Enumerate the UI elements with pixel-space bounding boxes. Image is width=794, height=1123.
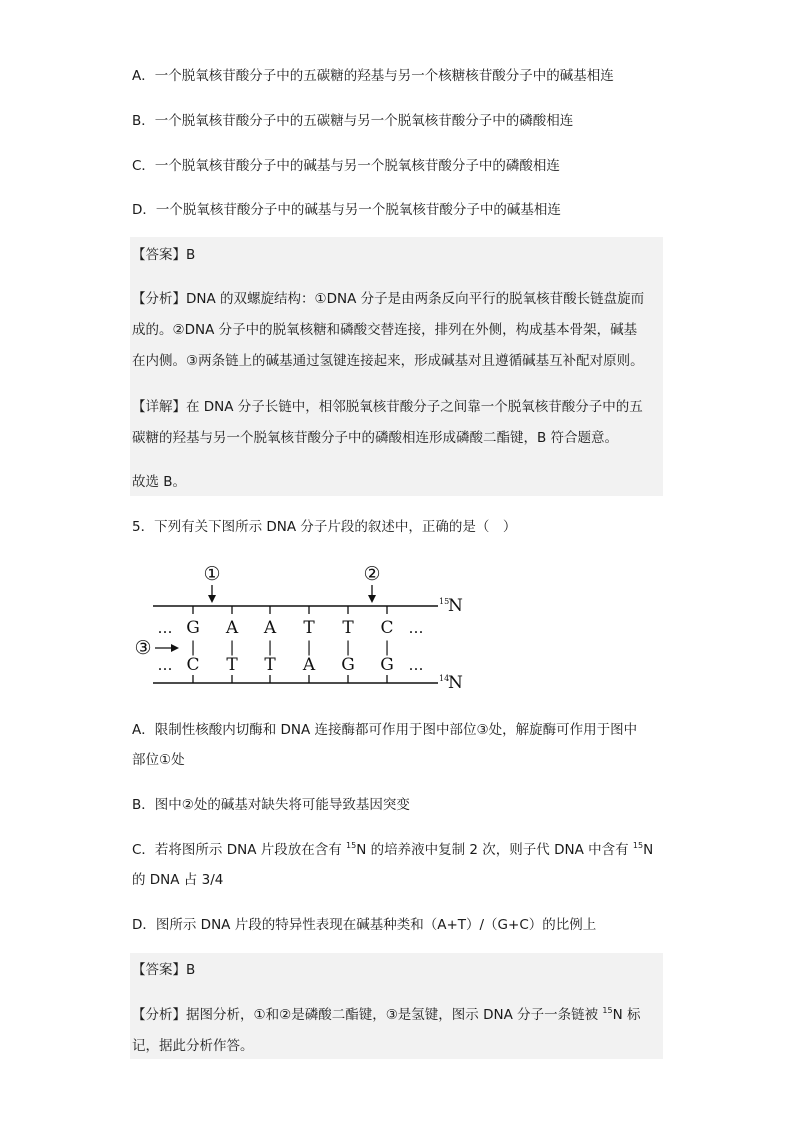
q4-option-a: A．一个脱氧核苷酸分子中的五碳糖的羟基与另一个核糖核苷酸分子中的碱基相连 [132, 68, 614, 84]
top-base-4: T [303, 618, 315, 638]
bottom-base-2: T [226, 655, 238, 675]
bond-5: | [345, 638, 351, 656]
bottom-isotope-element: N [448, 673, 463, 693]
top-base-2: A [225, 618, 239, 638]
label-2: ② [363, 563, 381, 585]
q4-conclusion: 故选 B。 [132, 474, 187, 490]
arrow-3-head [171, 644, 179, 652]
q5-answer-block [130, 953, 663, 1059]
backbone-ticks [193, 606, 390, 683]
q5-option-c-line-1 [132, 840, 653, 860]
q5-option-d: D．图所示 DNA 片段的特异性表现在碱基种类和（A+T）/（G+C）的比例上 [132, 917, 597, 933]
q4-analysis-line-3: 在内侧。③两条链上的碱基通过氢键连接起来，形成碱基对且遵循碱基互补配对原则。 [132, 353, 644, 369]
bond-6: | [384, 638, 390, 656]
bottom-isotope-mass: 14 [439, 674, 450, 683]
bottom-base-3: T [264, 655, 276, 675]
bottom-base-6: G [380, 655, 394, 675]
bottom-base-5: G [341, 655, 355, 675]
q5-option-c-text-2: N 的培养液中复制 2 次，则子代 DNA 中含有 [356, 842, 633, 858]
q4-detail-line-2: 碳糖的羟基与另一个脱氧核苷酸分子中的磷酸相连形成磷酸二酯键，B 符合题意。 [132, 430, 619, 446]
q4-answer-block [130, 237, 663, 496]
top-base-1: G [186, 618, 200, 638]
q5-answer: 【答案】B [132, 962, 196, 978]
bond-2: | [229, 638, 235, 656]
q4-detail-line-1: 【详解】在 DNA 分子长链中，相邻脱氧核苷酸分子之间靠一个脱氧核苷酸分子中的五 [132, 399, 643, 415]
q5-analysis-text-2: N 标 [612, 1007, 641, 1023]
q5-option-c-line-2: 的 DNA 占 3/4 [132, 872, 224, 888]
q4-analysis-line-2: 成的。②DNA 分子中的脱氧核糖和磷酸交替连接，排列在外侧，构成基本骨架，碱基 [132, 322, 638, 338]
q5-option-c-text-3: N [643, 842, 654, 858]
arrow-1-head [208, 595, 216, 603]
top-isotope-mass: 15 [439, 597, 450, 606]
q4-answer: 【答案】B [132, 247, 196, 263]
top-isotope-element: N [448, 596, 463, 616]
q5-option-a-line-2: 部位①处 [132, 752, 185, 768]
q4-option-c: C．一个脱氧核苷酸分子中的碱基与另一个脱氧核苷酸分子中的磷酸相连 [132, 158, 560, 174]
bottom-ellipsis-left: … [157, 656, 173, 674]
q5-stem: 5．下列有关下图所示 DNA 分子片段的叙述中，正确的是（ ） [132, 519, 517, 535]
bond-4: | [306, 638, 312, 656]
top-base-6: C [380, 618, 394, 638]
top-ellipsis-left: … [157, 619, 173, 637]
bond-3: | [267, 638, 273, 656]
q4-analysis-line-1: 【分析】DNA 的双螺旋结构：①DNA 分子是由两条反向平行的脱氧核苷酸长链盘旋而 [132, 291, 645, 307]
q5-analysis-line-2: 记，据此分析作答。 [132, 1038, 254, 1054]
q4-option-d: D．一个脱氧核苷酸分子中的碱基与另一个脱氧核苷酸分子中的碱基相连 [132, 202, 561, 218]
top-base-5: T [342, 618, 354, 638]
arrow-2-head [368, 595, 376, 603]
bottom-ellipsis-right: … [408, 656, 424, 674]
q4-option-b: B．一个脱氧核苷酸分子中的五碳糖与另一个脱氧核苷酸分子中的磷酸相连 [132, 113, 574, 129]
label-3: ③ [134, 637, 152, 659]
q5-option-a-line-1: A．限制性核酸内切酶和 DNA 连接酶都可作用于图中部位③处，解旋酶可作用于图中 [132, 722, 638, 738]
q5-option-c-sup-2: 15 [632, 841, 644, 850]
q5-analysis-text-1: 【分析】据图分析，①和②是磷酸二酯键，③是氢键，图示 DNA 分子一条链被 [132, 1007, 603, 1023]
top-base-3: A [263, 618, 277, 638]
q5-analysis-sup: 15 [602, 1006, 613, 1015]
top-ellipsis-right: … [408, 619, 424, 637]
bottom-base-1: C [186, 655, 200, 675]
q5-option-b: B．图中②处的碱基对缺失将可能导致基因突变 [132, 797, 410, 813]
label-1: ① [203, 563, 221, 585]
q5-option-c-text-1: C．若将图所示 DNA 片段放在含有 [132, 842, 347, 858]
bottom-base-4: A [302, 655, 316, 675]
dna-fragment-diagram [128, 558, 488, 698]
q5-option-c-sup-1: 15 [346, 841, 357, 850]
q5-analysis-line-1 [132, 1005, 641, 1025]
bond-1: | [190, 638, 196, 656]
